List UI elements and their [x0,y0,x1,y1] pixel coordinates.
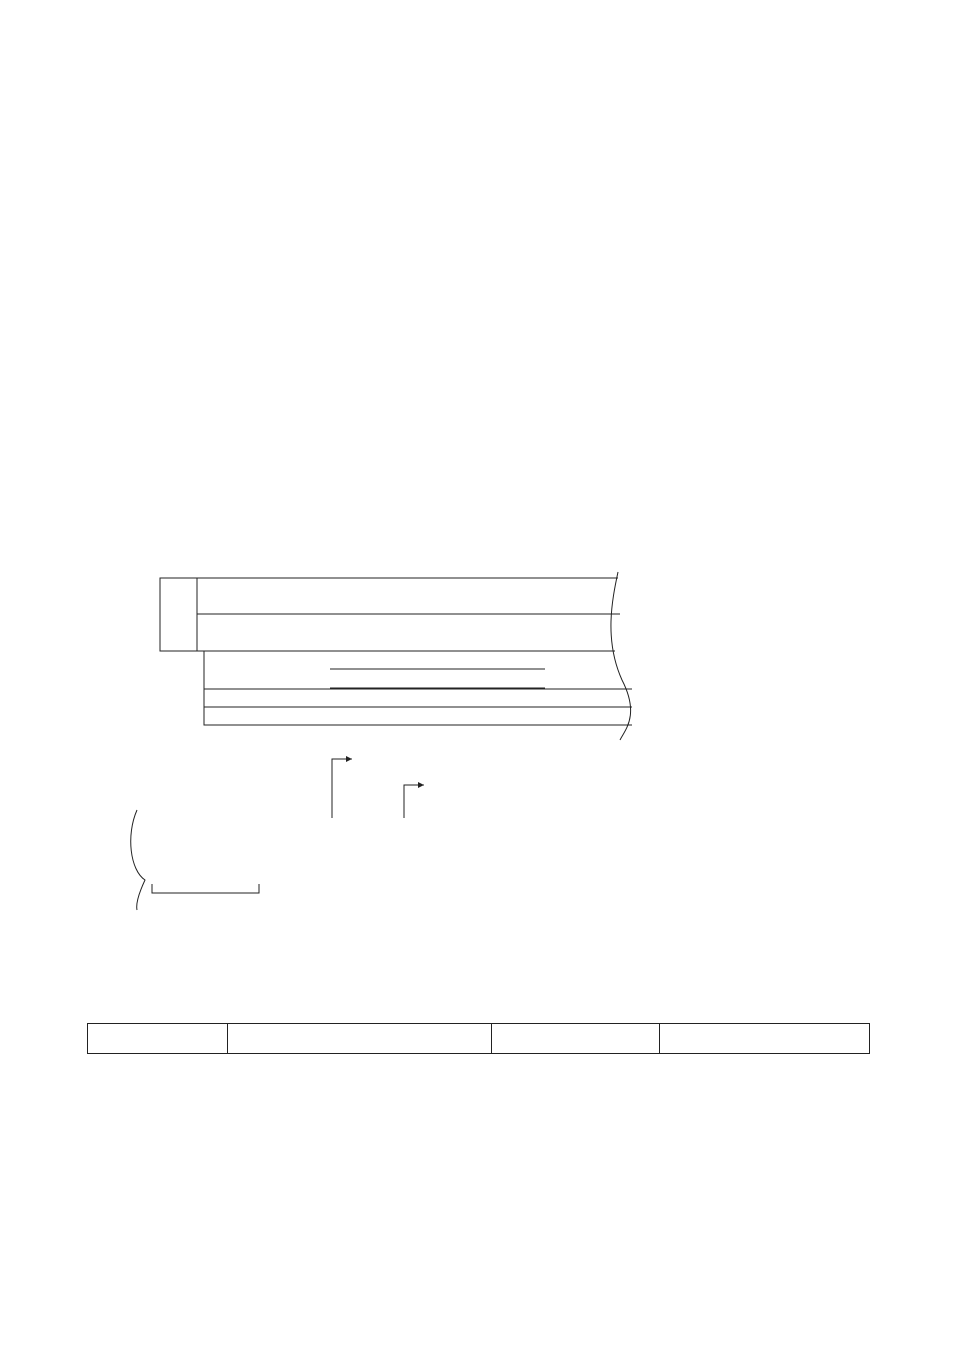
fuse-table-header [88,1024,870,1054]
header-zone-numbers [660,1024,870,1054]
callout-2-line [404,785,424,818]
fuse-table [87,1023,870,1054]
block-break-curve [611,572,631,740]
terminal-fuse-diagram [0,560,954,920]
header-fuse-capacity [88,1024,228,1054]
header-part-code [492,1024,660,1054]
callout-1-line [332,759,352,818]
fuse-break-curve [131,810,145,910]
header-part-name [228,1024,492,1054]
